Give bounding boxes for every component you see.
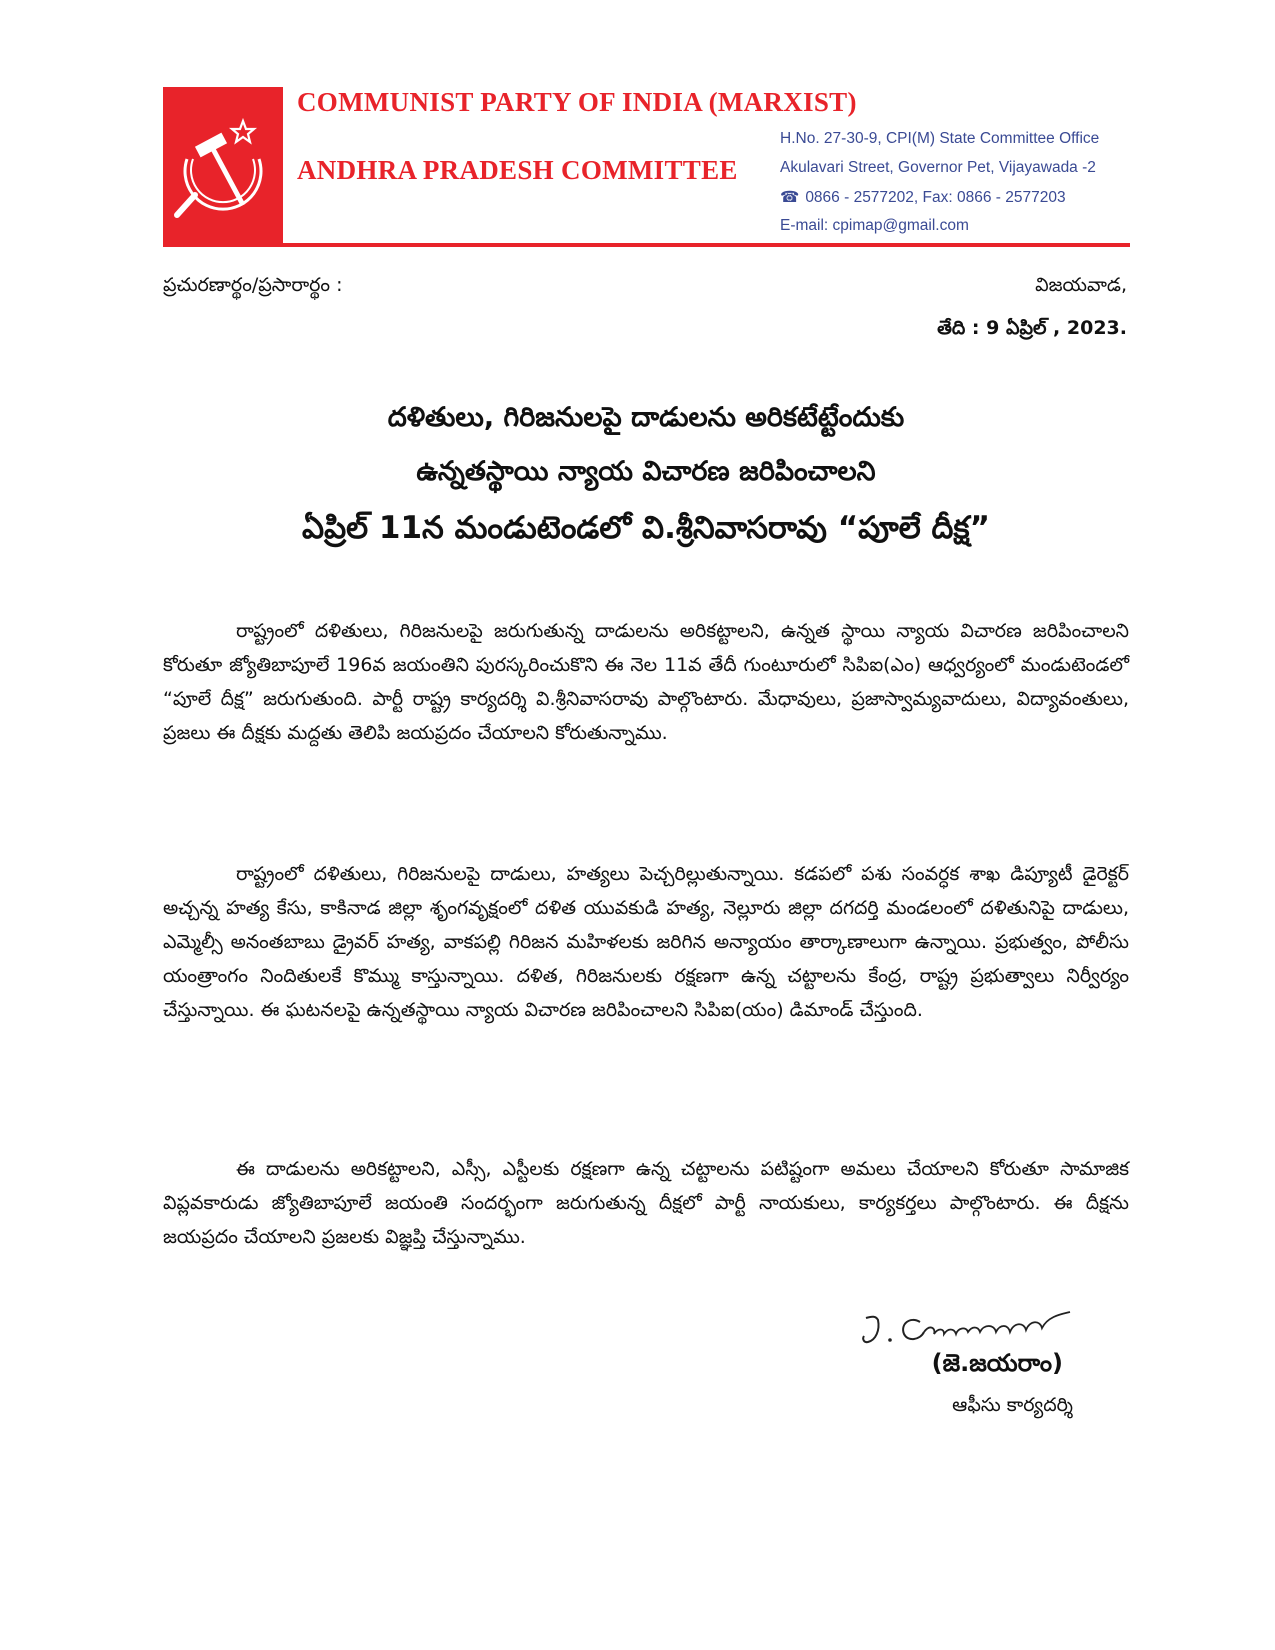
date: తేది : 9 ఏప్రిల్ , 2023. [937, 317, 1127, 339]
headline-line-3: ఏప్రిల్ 11న మండుటెండలో వి.శ్రీనివాసరావు “పూలే దీక్ష” [302, 510, 990, 546]
body-paragraph-1: రాష్ట్రంలో దళితులు, గిరిజనులపై జరుగుతున్న దాడులను అరికట్టాలని, ఉన్నత స్థాయి న్యాయ విచారణ జరిపించాలని కోరుతూ జ్యోతిబాపూలే 196వ జయంతిని పురస్కరించుకొని ఈ నెల 11వ తేదీ గుంటూరులో సిపిఐ(ఎం) ఆధ్వర్యంలో మండుటెండలో “పూలే దీక్ష” జరుగుతుంది. పార్టీ రాష్ట్ర కార్యదర్శి వి.శ్రీనివాసరావు పాల్గొంటారు. మేధావులు, ప్రజాస్వామ్యవాదులు, విద్యావంతులు, ప్రజలు ఈ దీక్షకు మద్దతు తెలిపి జయప్రదం చేయాలని కోరుతున్నాము. [163, 620, 1129, 744]
email-line: E-mail: cpimap@gmail.com [780, 217, 969, 234]
body-paragraph-3: ఈ దాడులను అరికట్టాలని, ఎస్సీ, ఎస్టీలకు రక్షణగా ఉన్న చట్టాలను పటిష్టంగా అమలు చేయాలని కోరుతూ సామాజిక విప్లవకారుడు జ్యోతిబాపూలే జయంతి సందర్భంగా జరుగుతున్న దీక్షలో పార్టీ నాయకులు, కార్యకర్తలు పాల్గొంటారు. ఈ దీక్షను జయప్రదం చేయాలని ప్రజలకు విజ్ఞప్తి చేస్తున్నాము. [163, 1158, 1129, 1248]
address-line-1: H.No. 27-30-9, CPI(M) State Committee Office [780, 130, 1100, 147]
headline-line-1: దళితులు, గిరిజనులపై దాడులను అరికటేట్టేందుకు [387, 402, 905, 433]
address-line-2: Akulavari Street, Governor Pet, Vijayawada -2 [780, 159, 1096, 176]
phone-fax-line [780, 188, 1066, 207]
telephone-icon: ☎ [780, 189, 800, 206]
letterhead [163, 87, 1130, 247]
place: విజయవాడ, [1035, 274, 1127, 296]
phone-fax-text: 0866 - 2577202, Fax: 0866 - 2577203 [805, 189, 1066, 206]
org-name: COMMUNIST PARTY OF INDIA (MARXIST) [297, 87, 857, 117]
body-paragraph-2: రాష్ట్రంలో దళితులు, గిరిజనులపై దాడులు, హత్యలు పెచ్చరిల్లుతున్నాయి. కడపలో పశు సంవర్ధక శాఖ డిప్యూటీ డైరెక్టర్ అచ్చన్న హత్య కేసు, కాకినాడ జిల్లా శృంగవృక్షంలో దళిత యువకుడి హత్య, నెల్లూరు జిల్లా దగదర్తి మండలంలో దళితునిపై దాడులు, ఎమ్మెల్సీ అనంతబాబు డ్రైవర్ హత్య, వాకపల్లి గిరిజన మహిళలకు జరిగిన అన్యాయం తార్కాణాలుగా ఉన్నాయి. ప్రభుత్వం, పోలీసు యంత్రాంగం నిందితులకే కొమ్ము కాస్తున్నాయి. దళిత, గిరిజనులకు రక్షణగా ఉన్న చట్టాలను కేంద్ర, రాష్ట్ర ప్రభుత్వాలు నిర్వీర్యం చేస్తున్నాయి. ఈ ఘటనలపై ఉన్నతస్థాయి న్యాయ విచారణ జరిపించాలని సిపిఐ(యం) డిమాండ్ చేస్తుంది. [163, 863, 1129, 1021]
org-committee: ANDHRA PRADESH COMMITTEE [297, 155, 738, 185]
header-divider [163, 243, 1130, 247]
party-logo [163, 87, 283, 244]
headline-line-2: ఉన్నతస్థాయి న్యాయ విచారణ జరిపించాలని [416, 456, 876, 487]
signatory-title: ఆఫీసు కార్యదర్శి [952, 1394, 1073, 1416]
publication-label: ప్రచురణార్థం/ప్రసారార్థం : [163, 274, 343, 296]
hammer-sickle-star-icon [163, 87, 283, 244]
signatory-name: (జె.జయరాం) [931, 1349, 1063, 1377]
